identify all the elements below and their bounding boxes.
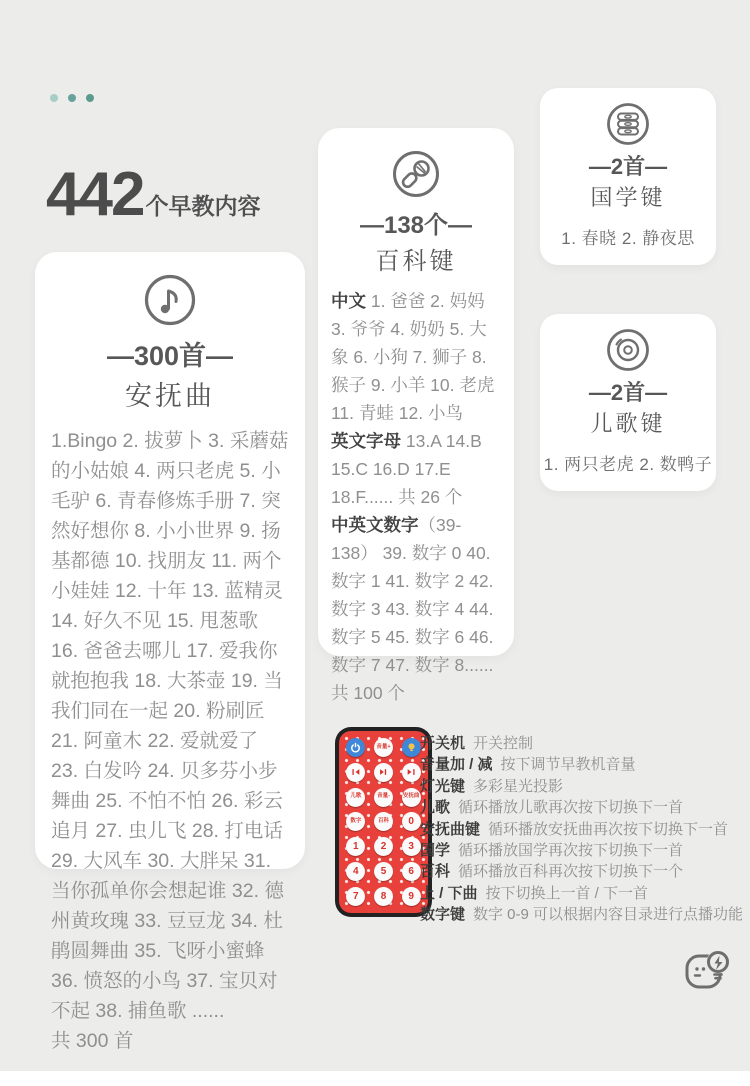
- erge-card: [540, 314, 716, 491]
- legend-desc: 按下切换上一首 / 下一首: [485, 884, 649, 902]
- dot-icon: [86, 94, 94, 102]
- legend-term: 安抚曲键: [420, 820, 481, 838]
- remote-control-image: [335, 727, 432, 917]
- erge-button: 儿歌: [346, 788, 365, 807]
- digit-6-button: 6: [402, 862, 421, 881]
- digit-3-button: 3: [402, 837, 421, 856]
- legend-row: [420, 797, 735, 818]
- power-icon: [350, 742, 361, 753]
- legend-term: 音量加 / 减: [420, 756, 493, 774]
- baike-count-label: —138个—: [359, 212, 473, 239]
- guoxue-title: 国学键: [590, 185, 666, 210]
- legend-term: 百科: [420, 863, 451, 881]
- section-text: 39. 数字 0 40. 数字 1 41. 数字 2 42. 数字 3 43. 数字 4 44. 数字 5 45. 数字 6 46. 数字 7 47. 数字 8...... 共 100 个: [331, 543, 494, 703]
- play-pause-icon: [378, 767, 388, 777]
- section-text: 1. 爸爸 2. 妈妈 3. 爷爷 4. 奶奶 5. 大象 6. 小狗 7. 狮子 8. 猴子 9. 小羊 10. 老虎 11. 青蛙 12. 小鸟: [331, 291, 495, 423]
- baike-section-letters: [331, 427, 501, 511]
- section-note: （39-138）: [331, 515, 462, 563]
- volume-up-button: 音量+: [374, 738, 393, 757]
- digit-4-button: 4: [346, 862, 365, 881]
- section-label: 中文: [331, 291, 366, 311]
- digit-7-button: 7: [346, 887, 365, 906]
- legend-row: [420, 904, 744, 925]
- erge-title: 儿歌键: [590, 411, 666, 436]
- headline-suffix: 个早教内容: [145, 193, 261, 219]
- digit-0-button: 0: [402, 812, 421, 831]
- power-button: [346, 738, 365, 757]
- device-idea-icon: [680, 941, 734, 995]
- legend-desc: 多彩星光投影: [473, 777, 564, 795]
- soothe-song-list: 1.Bingo 2. 拔萝卜 3. 采蘑菇的小姑娘 4. 两只老虎 5. 小毛驴 6. 青春修炼手册 7. 突然好想你 8. 小小世界 9. 扬基都德 10. 找朋友 11. 两个小娃娃 12. 十年 13. 蓝精灵 14. 好久不见 15. 甩葱歌 16. 爸爸去哪儿 17. 爱我你就抱抱我 18. 大茶壶 19. 当我们同在一起 20. 粉刷匠 21. 阿童木 22. 爱就爱了 23. 白发吟 24. 贝多芬小步舞曲 25. 不怕不怕 26. 彩云追月 27. 虫儿飞 28. 打电话 29. 大风车 30. 大胖呆 31. 当你孤单你会想起谁 32. 德州黄玫瑰 33. 豆豆龙 34. 杜鹃圆舞曲 35. 飞呀小蜜蜂 36. 愤怒的小鸟 37. 宝贝对不起 38. 捕鱼歌 ......: [51, 430, 289, 1022]
- disc-icon: [605, 327, 651, 373]
- soothe-songs-card: [35, 252, 305, 1052]
- prev-track-button: [346, 763, 365, 782]
- soothe-title: 安抚曲: [125, 381, 215, 411]
- play-pause-button: [374, 763, 393, 782]
- legend-row: [420, 754, 735, 775]
- guoxue-items: 1. 春晓 2. 静夜思: [561, 229, 695, 248]
- legend-desc: 循环播放百科再次按下切换下一个: [458, 863, 684, 881]
- dot-icon: [68, 94, 76, 102]
- next-icon: [406, 767, 416, 777]
- headline-number: 442: [46, 160, 144, 229]
- digit-1-button: 1: [346, 837, 365, 856]
- digit-9-button: 9: [402, 887, 421, 906]
- section-label: 中英文数字: [331, 515, 419, 535]
- remote-function-legend: [420, 733, 744, 926]
- light-button: [402, 738, 421, 757]
- baike-section-numbers: [331, 511, 501, 707]
- soothe-song-total: 共 300 首: [51, 1030, 134, 1052]
- legend-row: [420, 883, 735, 904]
- next-track-button: [402, 763, 421, 782]
- legend-desc: 循环播放国学再次按下切换下一首: [458, 842, 684, 860]
- books-icon: [605, 101, 651, 147]
- soothe-count-label: —300首—: [106, 341, 234, 371]
- microphone-icon: [390, 148, 442, 200]
- legend-term: 数字键: [420, 906, 466, 924]
- erge-items: 1. 两只老虎 2. 数鸭子: [543, 455, 713, 474]
- legend-desc: 循环播放儿歌再次按下切换下一首: [458, 799, 684, 817]
- page-title: [46, 160, 261, 229]
- legend-desc: 按下调节早教机音量: [500, 756, 636, 774]
- digit-2-button: 2: [374, 837, 393, 856]
- legend-row: [420, 840, 735, 861]
- remote-body: [339, 731, 428, 913]
- bulb-icon: [406, 742, 417, 753]
- decor-dots: [50, 94, 94, 102]
- digit-8-button: 8: [374, 887, 393, 906]
- legend-row: [420, 733, 735, 754]
- legend-desc: 循环播放安抚曲再次按下切换下一首: [488, 820, 729, 838]
- digit-5-button: 5: [374, 862, 393, 881]
- legend-row: [420, 861, 735, 882]
- legend-term: 上 / 下曲: [420, 884, 478, 902]
- section-label: 英文字母: [331, 431, 401, 451]
- legend-term: 国学: [420, 842, 451, 860]
- legend-desc: 数字 0-9 可以根据内容目录进行点播功能: [473, 906, 744, 924]
- baike-content: [331, 287, 501, 707]
- legend-desc: 开关控制: [473, 735, 534, 752]
- legend-term: 开关机: [420, 735, 466, 752]
- baike-section-chinese: [331, 287, 501, 427]
- dot-icon: [50, 94, 58, 102]
- guoxue-card: [540, 88, 716, 265]
- guoxue-count-label: —2首—: [588, 154, 668, 179]
- legend-row: [420, 776, 735, 797]
- number-mode-button: 数字: [346, 812, 365, 831]
- baike-button: 百科: [374, 812, 393, 831]
- music-note-icon: [142, 272, 198, 328]
- encyclopedia-card: [318, 128, 514, 703]
- legend-term: 儿歌: [420, 799, 451, 817]
- section-text: 13.A 14.B 15.C 16.D 17.E 18.F...... 共 26 个: [331, 431, 482, 507]
- legend-term: 灯光键: [420, 777, 466, 795]
- prev-icon: [351, 767, 361, 777]
- baike-title: 百科键: [375, 248, 457, 275]
- erge-count-label: —2首—: [588, 380, 668, 405]
- legend-row: [420, 819, 735, 840]
- soothe-button: 安抚曲: [402, 788, 421, 807]
- volume-down-button: 音量-: [374, 788, 393, 807]
